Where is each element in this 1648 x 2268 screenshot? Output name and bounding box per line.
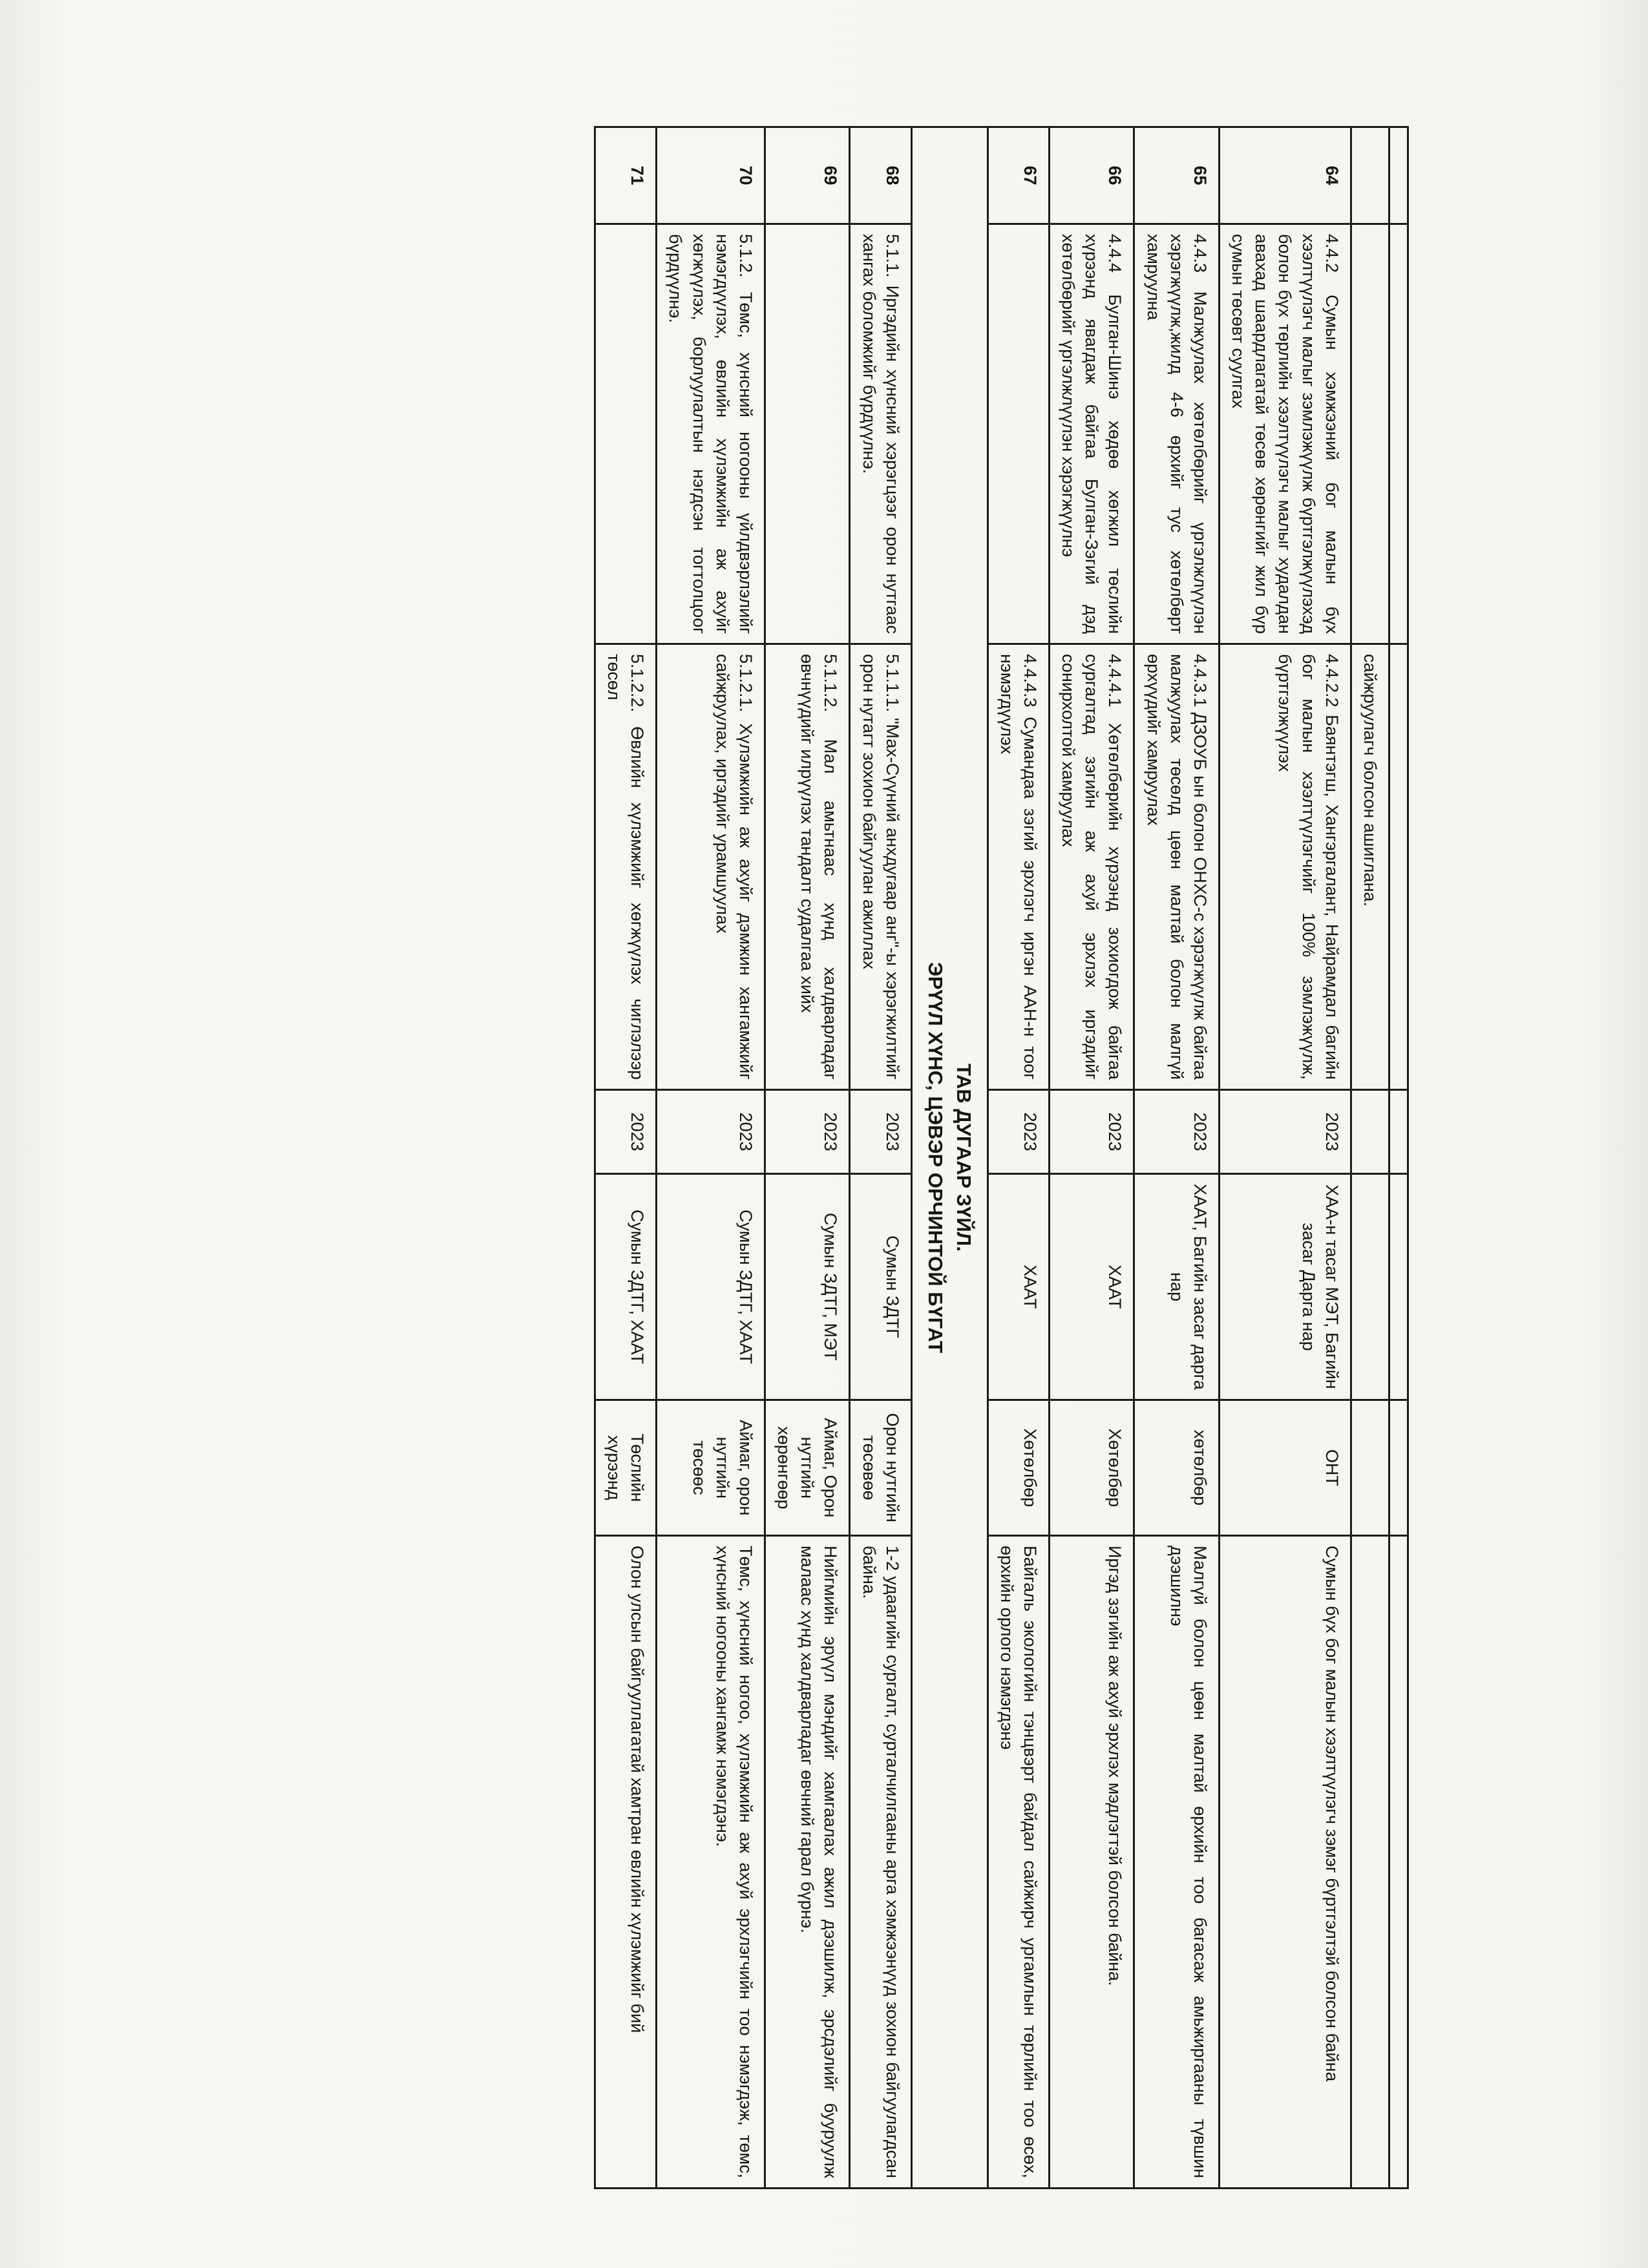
row-number: 66: [1049, 127, 1134, 224]
row-activity: 5.1.1.1. "Мах-Сүүний анхдугаар анг"-ы хэрэгжилтийг орон нутагт зохион байгуулан ажиллах: [850, 644, 911, 1090]
rows-after-section: [595, 127, 911, 2189]
table-row: [1219, 127, 1351, 2189]
row-goal: [595, 224, 656, 644]
table-row: [595, 127, 656, 2189]
row-expected-outcome: Төмс, хүнсний ногоо, хүлэмжийн аж ахуй эрхлэгчийн тоо нэмэгдэж, төмс, хүнсний ногооны хангамж нэмэгдэнэ.: [657, 1536, 765, 2189]
row-year: 2023: [657, 1090, 765, 1174]
table-row: [850, 127, 911, 2189]
row-responsible: ХАА-н тасаг МЭТ, Багийн засаг Дарга нар: [1219, 1174, 1351, 1400]
row-responsible: ХААТ: [1049, 1174, 1134, 1400]
section-title-line2: ЭРҮҮЛ ХҮНС, ЦЭВЭР ОРЧИНТОЙ БҮГАТ: [924, 961, 947, 1354]
table-row: [988, 127, 1049, 2189]
row-year: 2023: [765, 1090, 850, 1174]
row-funding-source: Аймаг, орон нутгийн төсөөс: [657, 1400, 765, 1536]
row-funding-source: ОНТ: [1219, 1400, 1351, 1536]
table-row: [1049, 127, 1134, 2189]
row-outcome: [1351, 1536, 1389, 2189]
section-heading: [911, 127, 988, 2189]
row-year: 2023: [1134, 1090, 1220, 1174]
section-heading-row: [911, 127, 988, 2189]
action-plan-table: [594, 126, 1409, 2189]
row-responsible: Сумын ЗДТГ, ХААТ: [657, 1174, 765, 1400]
row-year: 2023: [595, 1090, 656, 1174]
row-responsible: ХААТ, Багийн засаг дарга нар: [1134, 1174, 1220, 1400]
row-activity: 4.4.4.3 Сумандаа зэгий эрхлэгч иргэн ААН-н тоог нэмэгдүүлэх: [988, 644, 1049, 1090]
row-year: 2023: [988, 1090, 1049, 1174]
row-activity: 4.4.4.1 Хөтөлбөрийн хүрээнд зохиогдож байгаа сургалтад зэгийн аж ахуй эрхлэх иргэдийг сонирхолтой хамруулах: [1049, 644, 1134, 1090]
row-activity: 4.4.3.1 ДЗОУБ ын болон ОНХС-с хэрэгжүүлж байгаа малжуулах төсөлд цөөн малтай болон малгүй өрхүүдийг хамруулах: [1134, 644, 1220, 1090]
table-row: [765, 127, 850, 2189]
row-activity: 5.1.2.2. Өвлийн хүлэмжийг хөгжүүлэх чиглэлээр төсөл: [595, 644, 656, 1090]
top-fragment-text: сайжруулагч болсон ашиглана.: [1351, 644, 1389, 1090]
row-num: [1351, 127, 1389, 224]
row-funding-source: Хөтөлбөр: [1049, 1400, 1134, 1536]
row-number: 68: [850, 127, 911, 224]
row-number: 69: [765, 127, 850, 224]
section-title-line1: ТАВ ДУГААР ЗҮЙЛ.: [952, 1063, 975, 1252]
row-year: 2023: [1049, 1090, 1134, 1174]
row-responsible: Сумын ЗДТГ, МЭТ: [765, 1174, 850, 1400]
row-goal: 4.4.2 Сумын хэмжээний бог малын бүх хээлтүүлэгч малыг зэмлэжүүлж бүртгэлжүүлэхэд болон бүх төрлийн хээлтүүлэгч малыг худалдан авахад шаардлагатай төсөв хөрөнгийг жил бүр сумын төсөвт суулгах: [1219, 224, 1351, 644]
row-responsible: Сумын ЗДТГ, ХААТ: [595, 1174, 656, 1400]
row-year: 2023: [850, 1090, 911, 1174]
row-number: 70: [657, 127, 765, 224]
row-number: 65: [1134, 127, 1220, 224]
row-goal: 4.4.4 Булган-Шинэ хөдөө хөгжил төслийн хүрээнд явагдаж байгаа Булган-Зэгий дэд хөтөлбөрийг үргэлжлүүлэн хэрэгжүүлнэ: [1049, 224, 1134, 644]
table-top-border-row: [1389, 127, 1408, 2189]
rows-before-section: [988, 127, 1351, 2189]
row-goal: [765, 224, 850, 644]
row-funding-source: Төслийн хүрээнд: [595, 1400, 656, 1536]
row-expected-outcome: Малгүй болон цөөн малтай өрхийн тоо багасаж амьжиргааны түвшин дээшилнэ: [1134, 1536, 1220, 2189]
row-goal: 5.1.1. Иргэдийн хүнсний хэрэгцээг орон нутгаас хангах боломжийг бүрдүүлнэ.: [850, 224, 911, 644]
row-expected-outcome: Байгаль экологийн тэнцвэрт байдал сайжирч ургамлын төрлийн тоо өсөх, өрхийн орлого нэмэгдэнэ: [988, 1536, 1049, 2189]
row-activity: 5.1.1.2. Мал амьтнаас хүнд халдварладаг өвчнүүдийг илрүүлэх тандалт судалгаа хийх: [765, 644, 850, 1090]
row-expected-outcome: Иргэд зэгийн аж ахуй эрхлэх мэдлэгтэй болсон байна.: [1049, 1536, 1134, 2189]
row-expected-outcome: Нийгмийн эрүүл мэндийг хамгаалах ажил дээшилж, эрсдэлийг бууруулж малаас хүнд халдварладаг өвчний гарал бүрнэ.: [765, 1536, 850, 2189]
row-number: 71: [595, 127, 656, 224]
table-row-fragment: [1351, 127, 1389, 2189]
row-goal: [1351, 224, 1389, 644]
row-activity: 5.1.2.1. Хүлэмжийн аж ахуйг дэмжин хангамжийг сайжруулах, иргэдийг урамшуулах: [657, 644, 765, 1090]
row-funding-source: Аймаг, Орон нутгийн хөрөнгөөр: [765, 1400, 850, 1536]
row-fund: [1351, 1400, 1389, 1536]
row-number: 64: [1219, 127, 1351, 224]
table-row: [657, 127, 765, 2189]
row-expected-outcome: 1-2 удаагийн сургалт, сурталчилгааны арга хэмжээнүүд зохион байгуулагдсан байна.: [850, 1536, 911, 2189]
row-funding-source: Орон нутгийн төсөвөө: [850, 1400, 911, 1536]
row-expected-outcome: Олон улсын байгууллагатай хамтран өвлийн хүлэмжийг бий: [595, 1536, 656, 2189]
row-year: 2023: [1219, 1090, 1351, 1174]
row-responsible: Сумын ЗДТГ: [850, 1174, 911, 1400]
row-expected-outcome: Сумын бүх бог малын хээлтүүлэгч зэмэг бүртгэлтэй болсон байна: [1219, 1536, 1351, 2189]
row-year: [1351, 1090, 1389, 1174]
row-goal: 4.4.3 Малжуулах хөтөлбөрийг үргэлжлүүлэн хэрэгжүүлж,жилд 4-6 өрхийг тус хөтөлбөрт хамруулна: [1134, 224, 1220, 644]
rotated-sheet: [142, 126, 1409, 2187]
row-responsible: [1351, 1174, 1389, 1400]
row-funding-source: хөтөлбөр: [1134, 1400, 1220, 1536]
row-responsible: ХААТ: [988, 1174, 1049, 1400]
row-goal: 5.1.2. Төмс, хүнсний ногооны үйлдвэрлэлийг нэмэгдүүлэх, өвлийн хүлэмжийн аж ахуйг хөгжүүлэх, борлуулалтын нэгдсэн тогтолцоог бүрдүүлнэ.: [657, 224, 765, 644]
table-row: [1134, 127, 1220, 2189]
row-number: 67: [988, 127, 1049, 224]
row-funding-source: Хөтөлбөр: [988, 1400, 1049, 1536]
row-goal: [988, 224, 1049, 644]
row-activity: 4.4.2.2 Баянтэгш, Хангэргалант, Найрамдал багийн бог малын хээлтүүлэгчийг 100% зэмлэжүүлж, бүртгэлжүүлэх: [1219, 644, 1351, 1090]
